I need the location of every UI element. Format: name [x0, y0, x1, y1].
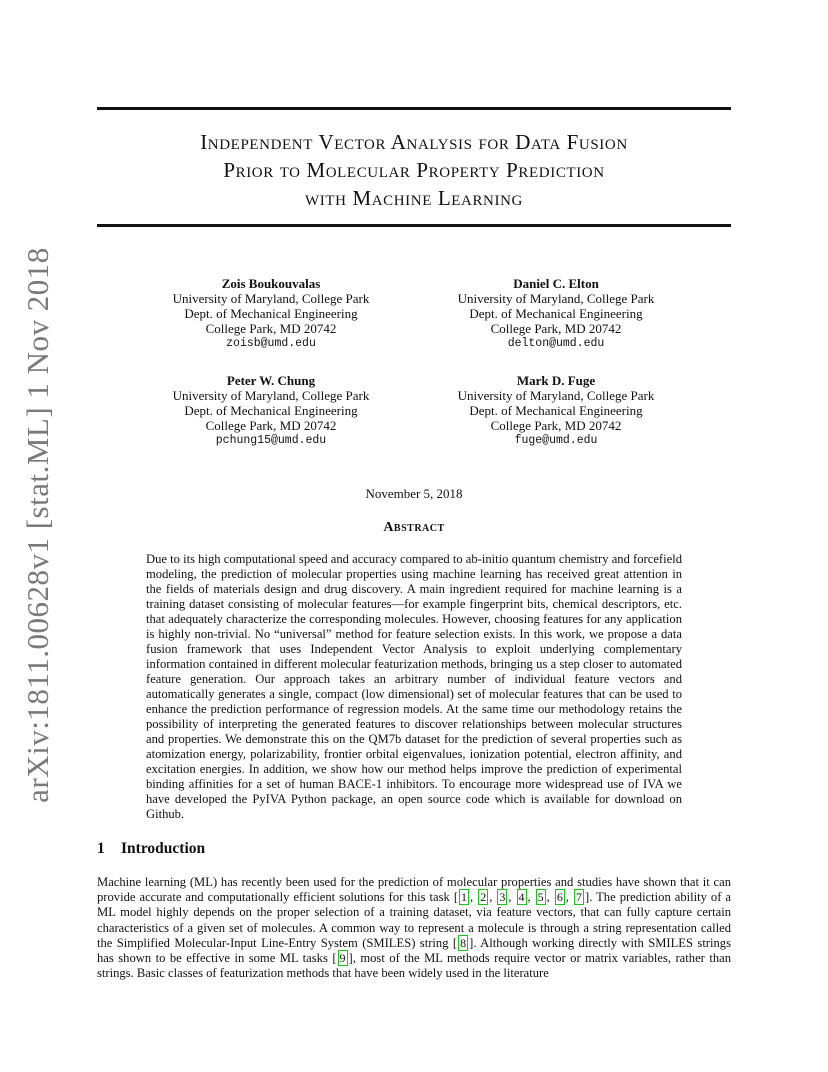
author-email[interactable]: zoisb@umd.edu [226, 337, 316, 350]
title-line-3: with Machine Learning [305, 186, 523, 210]
section-number: 1 [97, 840, 105, 857]
citation-link[interactable]: 7 [575, 890, 582, 905]
intro-paragraph: Machine learning (ML) has recently been used for the prediction of molecular properties and studies have shown that it can provide accurate and computationally efficient solutions for this task [ 1 , 2 , 3 , 4 , 5 , 6 , 7 ]. The prediction ability of a ML model highly depends on the proper selection of a training dataset, via feature vectors, that can fully capture certain characteristics of a given set of molecules. A common way to represent a molecule is through a string representation called the Simplified Molecular-Input Line-Entry System (SMILES) string [ 8 ]. Although working directly with SMILES strings has shown to be effective in some ML tasks [ 9 ], most of the ML methods require vector or matrix variables, rather than strings. Basic classes of featurization methods that have been widely used in the literature [97, 875, 732, 981]
citation-link[interactable]: 3 [499, 890, 506, 905]
author-block [121, 276, 421, 351]
author-email[interactable]: delton@umd.edu [507, 337, 605, 350]
author-affiliation: University of Maryland, College Park [172, 388, 370, 403]
citation-link[interactable]: 1 [461, 890, 468, 905]
intro-text: . The prediction ability of a ML model highly depends on the proper selection of a training dataset, via feature vectors, that can fully capture certain characteristics of a given set of molecules. A common way to represent a molecule is through a string representation called the Simplified Molecular-Input Line-Entry System (SMILES) string [97, 890, 732, 950]
citation-link[interactable]: 2 [480, 890, 487, 905]
paper-title [97, 128, 731, 212]
intro-text: , most of the ML methods require vector or matrix variables, rather than strings. Basic classes of featurization methods that have been widely used in the literature [97, 951, 731, 981]
citation-link[interactable]: 4 [518, 890, 525, 905]
section-title: Introduction [121, 840, 206, 857]
author-address: College Park, MD 20742 [490, 321, 622, 336]
author-block [406, 276, 706, 351]
title-rule-top [97, 107, 731, 110]
author-address: College Park, MD 20742 [205, 418, 337, 433]
author-name: Mark D. Fuge [516, 373, 596, 388]
citation-link[interactable]: 8 [460, 935, 467, 950]
author-name: Daniel C. Elton [513, 276, 599, 291]
author-affiliation: University of Maryland, College Park [457, 388, 655, 403]
section-heading [97, 840, 205, 858]
author-block [406, 373, 706, 448]
publication-date: November 5, 2018 [365, 486, 463, 501]
author-address: College Park, MD 20742 [205, 321, 337, 336]
author-name: Peter W. Chung [226, 373, 316, 388]
author-name: Zois Boukouvalas [221, 276, 321, 291]
title-line-2: Prior to Molecular Property Prediction [223, 158, 605, 182]
author-department: Dept. of Mechanical Engineering [184, 306, 358, 321]
author-email[interactable]: pchung15@umd.edu [215, 434, 327, 447]
author-block [121, 373, 421, 448]
author-department: Dept. of Mechanical Engineering [469, 403, 643, 418]
intro-text: Machine learning (ML) has recently been used for the prediction of molecular properties and studies have shown that it can provide accurate and computationally efficient solutions for this task [97, 875, 731, 905]
citation-link[interactable]: 9 [339, 951, 346, 966]
author-department: Dept. of Mechanical Engineering [184, 403, 358, 418]
citation-link[interactable]: 6 [556, 890, 563, 905]
author-address: College Park, MD 20742 [490, 418, 622, 433]
author-affiliation: University of Maryland, College Park [172, 291, 370, 306]
citation-link[interactable]: 5 [537, 890, 544, 905]
author-department: Dept. of Mechanical Engineering [469, 306, 643, 321]
arxiv-identifier: arXiv:1811.00628v1 [stat.ML] 1 Nov 2018 [20, 247, 55, 803]
author-email[interactable]: fuge@umd.edu [514, 434, 598, 447]
title-rule-bottom [97, 224, 731, 227]
abstract-text: Due to its high computational speed and accuracy compared to ab-initio quantum chemistry and forcefield modeling, the prediction of molecular properties using machine learning has received great attention in the fields of materials design and drug discovery. A main ingredient required for machine learning is a training dataset consisting of molecular features—for example fingerprint bits, chemical descriptors, etc. that adequately characterize the corresponding molecules. However, choosing features for any application is highly non-trivial. No “universal” method for feature selection exists. In this work, we propose a data fusion framework that uses Independent Vector Analysis to exploit underlying complementary information contained in different molecular featurization methods, bringing us a step closer to automated feature generation. Our approach takes an arbitrary number of individual feature vectors and automatically generates a single, compact (low dimensional) set of molecular features that can be used to enhance the prediction performance of regression models. At the same time our methodology retains the possibility of interpreting the generated features to discover relationships between molecular structures and properties. We demonstrate this on the QM7b dataset for the prediction of several properties such as atomization energy, polarizability, frontier orbital eigenvalues, ionization potential, electron affinity, and excitation energies. In addition, we show how our method helps improve the prediction of experimental binding affinities for a set of human BACE-1 inhibitors. To encourage more widespread use of IVA we have developed the PyIVA Python package, an open source code which is available for download on Github. [146, 552, 682, 821]
author-affiliation: University of Maryland, College Park [457, 291, 655, 306]
abstract-heading: Abstract [383, 520, 445, 535]
title-line-1: Independent Vector Analysis for Data Fusion [200, 130, 628, 154]
intro-text: . Although working directly with SMILES strings has shown to be effective in some ML tasks [97, 935, 731, 966]
